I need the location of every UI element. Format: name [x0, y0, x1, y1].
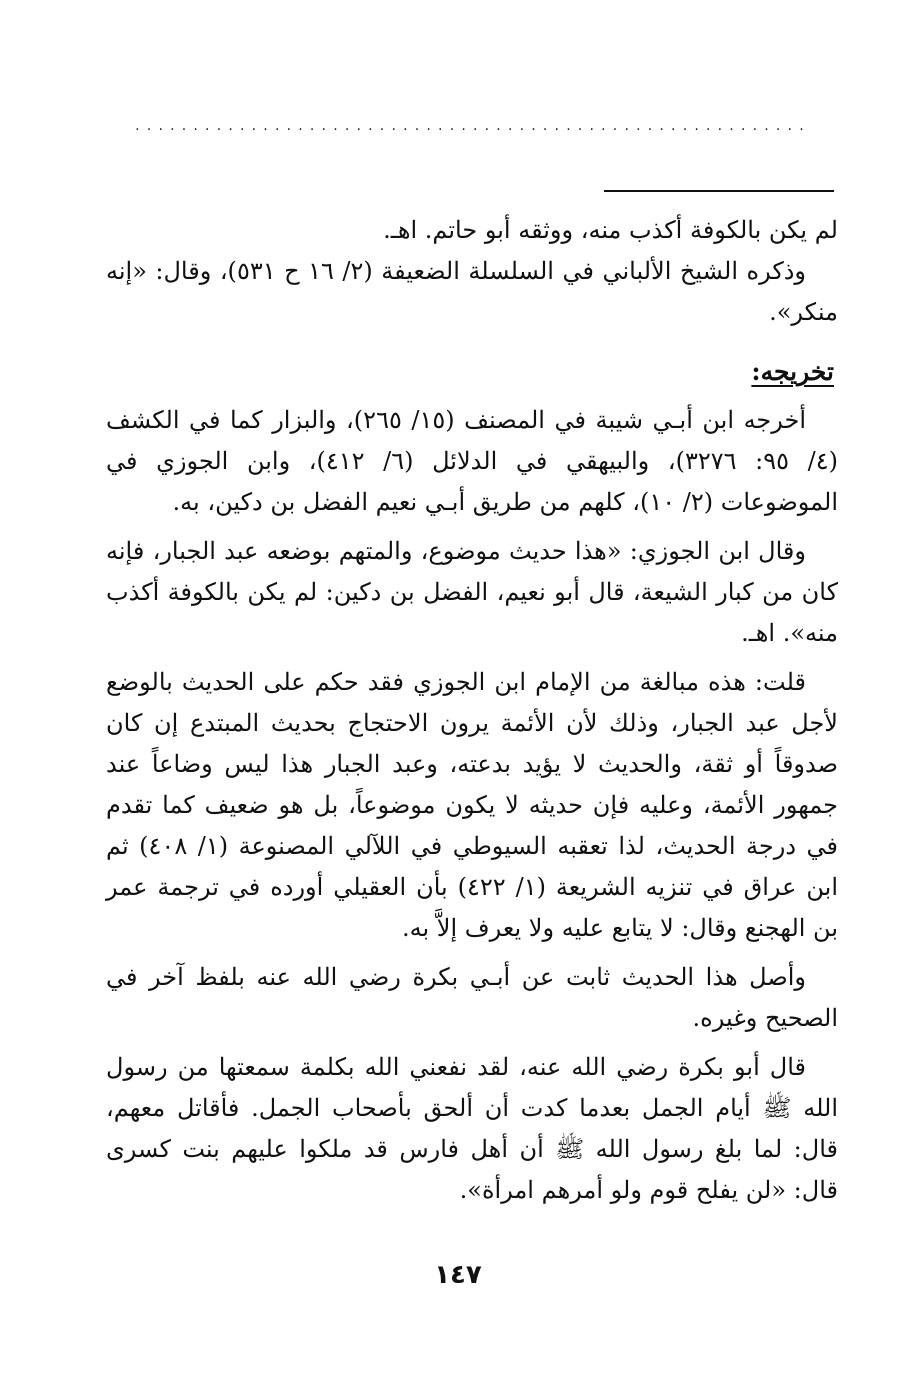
dotted-separator: ·························································· — [135, 124, 811, 136]
footnote-block — [106, 210, 838, 333]
main-text — [106, 400, 838, 1211]
footnote-line: لم يكن بالكوفة أكذب منه، ووثقه أبو حاتم. اهـ. — [383, 216, 838, 244]
footnote-rule — [604, 190, 834, 192]
footnote-paragraph: وذكره الشيخ الألباني في السلسلة الضعيفة (٢/ ١٦ ح ٥٣١)، وقال: «إنه منكر». — [106, 257, 838, 326]
section-heading: تخريجه: — [751, 357, 834, 386]
paragraph-takhrij: أخرجه ابن أبـي شيبة في المصنف (١٥/ ٢٦٥)، والبزار كما في الكشف (٤/ ٩٥: ٣٢٧٦)، والبيهقي في الدلائل (٦/ ٤١٢)، وابن الجوزي في الموضوعات (٢/ ١٠)، كلهم من طريق أبـي نعيم الفضل بن دكين، به. — [106, 406, 838, 516]
paragraph-asl: وأصل هذا الحديث ثابت عن أبـي بكرة رضي الله عنه بلفظ آخر في الصحيح وغيره. — [106, 963, 838, 1032]
paragraph-ibn-jawzi: وقال ابن الجوزي: «هذا حديث موضوع، والمتهم بوضعه عبد الجبار، فإنه كان من كبار الشيعة، قال أبو نعيم، الفضل بن دكين: لم يكن بالكوفة أكذب منه». اهـ. — [106, 537, 838, 647]
page-number: ١٤٧ — [434, 1260, 482, 1290]
paragraph-qultu: قلت: هذه مبالغة من الإمام ابن الجوزي فقد حكم على الحديث بالوضع لأجل عبد الجبار، وذلك لأن الأئمة يرون الاحتجاج بحديث المبتدع إن كان صدوقاً أو ثقة، والحديث لا يؤيد بدعته، وعبد الجبار هذا ليس وضاعاً عند جمهور الأئمة، وعليه فإن حديثه لا يكون موضوعاً، بل هو ضعيف كما تقدم في درجة الحديث، لذا تعقبه السيوطي في اللآلي المصنوعة (١/ ٤٠٨) ثم ابن عراق في تنزيه الشريعة (١/ ٤٢٢) بأن العقيلي أورده في ترجمة عمر بن الهجنع وقال: لا يتابع عليه ولا يعرف إلاَّ به. — [106, 668, 839, 942]
paragraph-abu-bakra: قال أبو بكرة رضي الله عنه، لقد نفعني الله بكلمة سمعتها من رسول الله ﷺ أيام الجمل بعدما كدت أن ألحق بأصحاب الجمل. فأقاتل معهم، قال: لما بلغ رسول الله ﷺ أن أهل فارس قد ملكوا عليهم بنت كسرى قال: «لن يفلح قوم ولو أمرهم امرأة». — [106, 1053, 838, 1204]
